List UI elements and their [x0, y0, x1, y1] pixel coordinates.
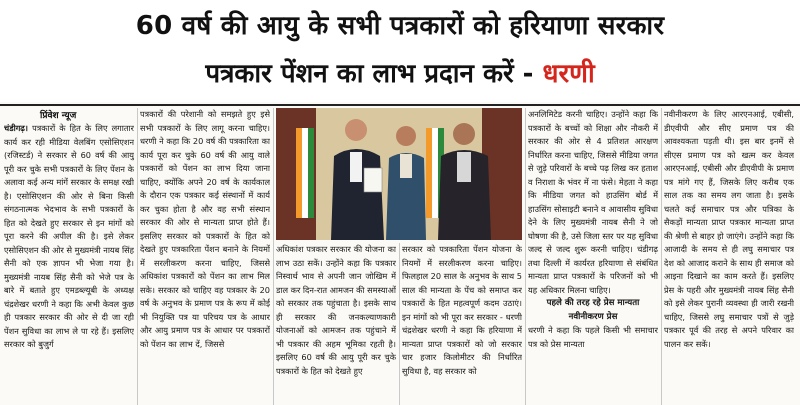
column-1-text: पत्रकारों के हित के लिए लगातार कार्य कर रही मीडिया वेलबिंग एसोसिएशन (रजिस्टर्ड) ने सरकार से 60 वर्ष की आयु पूरी कर चुके सभी पत्रकारों के लिए पेंशन के अलावा कई अन्य मांगें सरकार के समक्ष रखी है। एसोसिएशन की ओर से बिना किसी संगठनात्मक भेदभाव के सभी पत्रकारों के हित को देखते हुए सरकार से इन मांगों को पूरा करने की अपील की है। इसे लेकर एसोसिएशन की ओर से मुख्यमंत्री नायब सिंह सैनी को एक ज्ञापन भी भेजा गया है। मुख्यमंत्री नायब सिंह सैनी को भेजे पत्र के बारे में बताते हुए एमडब्ल्यूबी के अध्यक्ष चंद्रशेखर धरणी ने कहा कि अभी केवल कुछ ही पत्रकार सरकार की ओर से दी जा रही पेंशन सुविधा का लाभ ले पा रहे हैं। इसलिए सरकार को बुजुर्ग — [4, 123, 134, 349]
article-column-3a — [276, 243, 396, 405]
subheading-line-1: पहले की तरह रहे प्रेस मान्यता — [546, 298, 640, 308]
headline-divider — [0, 104, 800, 106]
subheading-line-2: नवीनीकरण प्रेस — [568, 311, 618, 322]
dateline: चंडीगढ़। — [4, 123, 29, 133]
headline-highlight-name: धरणी — [542, 59, 595, 89]
column-divider — [273, 108, 274, 405]
column-5-text: नवीनीकरण के लिए आरएनआई, एबीसी, डीएवीपी और सीए प्रमाण पत्र की आवश्यकता पड़ती थी। इस बार इनमें से सीएस प्रमाण पत्र को खत्म कर केवल आरएनआई, एबीसी और डीएवीपी के प्रमाण पत्र मांगे गए हैं, जिसके लिए करीब एक साल तक का समय लग जाता है। इसके चलते कई समाचार पत्र और पत्रिका के सैकड़ों मान्यता प्राप्त पत्रकार मान्यता प्राप्त की श्रेणी से बाहर हो जाएंगे। उन्होंने कहा कि आजादी के समय से ही लघु समाचार पत्र देश को आजाद कराने के साथ ही समाज को आइना दिखाने का काम करते हैं। इसलिए प्रेस के पहरी और मुख्यमंत्री नायब सिंह सैनी को इसे लेकर पुरानी व्यवस्था ही जारी रखनी चाहिए, जिससे लघु समाचार पत्रों से जुड़े पत्रकार पूर्व की तरह से अपने परिवार का पालन कर सकें। — [664, 109, 794, 349]
column-3b-text: सरकार को पत्रकारिता पेंशन योजना के नियमों में सरलीकरण करना चाहिए। फिलहाल 20 साल के अनुभव के साथ 5 साल की मान्यता के पेंच को समाप्त कर पत्रकारों के हित महत्वपूर्ण कदम उठाएं। इन मांगों को भी पूरा कर सरकार - धरणी चंद्रशेखर धरणी ने कहा कि हरियाणा में मान्यता प्राप्त पत्रकारों को जो सरकार चार हजार किलोमीटर की निर्धारित सुविधा है, वह सरकार को — [402, 244, 522, 376]
byline: प्रिंवेश न्यूज — [40, 111, 77, 121]
column-divider — [661, 108, 662, 405]
column-divider — [525, 108, 526, 405]
column-3a-text: अधिकांश पत्रकार सरकार की योजना का लाभ उठा सकें। उन्होंने कहा कि पत्रकार निस्वार्थ भाव से अपनी जान जोखिम में डाल कर दिन-रात आमजन की समस्याओं को सरकार तक पहुंचाता है। इसके साथ ही सरकार की जनकल्याणकारी योजनाओं को आमजन तक पहुंचाने में भी पत्रकार की अहम भूमिका रहती है। इसलिए 60 वर्ष की आयु पूरी कर चुके पत्रकारों के हित को देखते हुए — [276, 244, 396, 376]
headline-line-2 — [0, 54, 800, 90]
article-column-1 — [4, 122, 134, 405]
article-column-3b — [402, 243, 522, 405]
column-divider — [137, 108, 138, 405]
headline-line-2-text: पत्रकार पेंशन का लाभ प्रदान करें - — [205, 59, 534, 89]
article-column-5 — [664, 108, 794, 405]
column-2-text: पत्रकारों की परेशानी को समझते हुए इसे सभी पत्रकारों के लिए लागू करना चाहिए। धरणी ने कहा कि 20 वर्ष की पत्रकारिता का कार्य पूरा कर चुके 60 वर्ष की आयु वाले पत्रकारों को पेंशन का लाभ दिया जाना चाहिए, क्योंकि अपने 20 वर्ष के कार्यकाल के दौरान एक पत्रकार कई संस्थानों में कार्य कर चुका होता है और वह सभी संस्थान सरकार की ओर से मान्यता प्राप्त होते हैं। इसलिए सरकार को पत्रकारों के हित को देखते हुए पत्रकारिता पेंशन बनाने के नियमों में सरलीकरण करना चाहिए, जिससे अधिकांश पत्रकारों को पेंशन का लाभ मिल सके। सरकार को चाहिए वह पत्रकार के 20 वर्ष के अनुभव के प्रमाण पत्र के रूप में कोई भी नियुक्ति पत्र या परिचय पत्र के आधार और आयु प्रमाण पत्र के आधार पर पत्रकारों को पेंशन का लाभ दें, जिससे — [140, 109, 270, 349]
column-divider — [399, 243, 400, 405]
article-column-4 — [528, 108, 658, 405]
headline-line-1: 60 वर्ष की आयु के सभी पत्रकारों को हरियाणा सरकार — [135, 11, 665, 41]
column-4-text: अनलिमिटेड करनी चाहिए। उन्होंने कहा कि पत्रकारों के बच्चों को शिक्षा और नौकरी में सरकार की ओर से 4 प्रतिशत आरक्षण निर्धारित करना चाहिए, जिससे मीडिया जगत से जुड़े परिवारों के बच्चे पढ़ लिख कर हताश व निराशा के भंवर में ना फंसे। मेहता ने कहा कि मीडिया जगत को हाउसिंग बोर्ड में हाउसिंग सोसाइटी बनाने व आवासीय सुविधा देने के लिए मुख्यमंत्री नायब सैनी ने जो घोषणा की है, उसे जिला स्तर पर यह सुविधा जल्द से जल्द शुरू करनी चाहिए। चंडीगढ़ तथा दिल्ली में कार्यरत हरियाणा से संबंधित मान्यता प्राप्त पत्रकारों के परिजनों को भी यह अधिकार मिलना चाहिए। — [528, 109, 658, 295]
column-4-text-continued: धरणी ने कहा कि पहले किसी भी समाचार पत्र को प्रेस मान्यता — [528, 325, 658, 349]
news-photo — [276, 108, 522, 240]
headline-block — [0, 0, 800, 102]
article-column-2 — [140, 108, 270, 405]
photo-illustration — [276, 108, 522, 240]
